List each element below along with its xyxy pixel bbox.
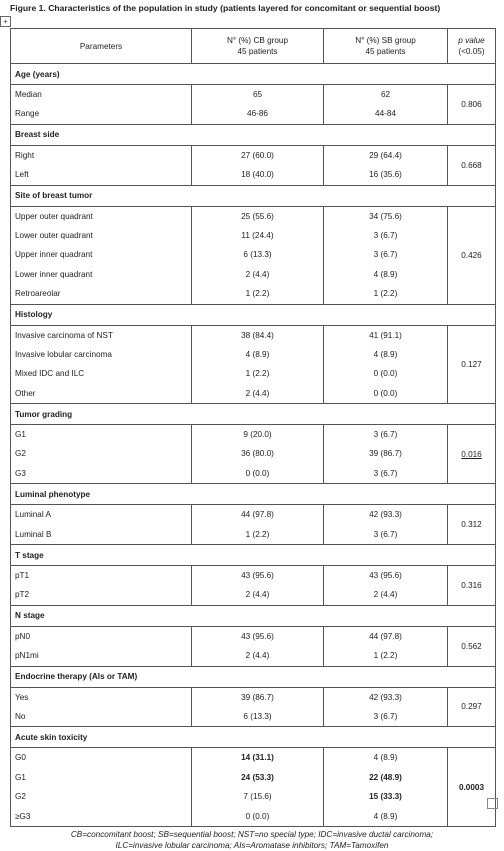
sb-value: 2 (4.4) (373, 590, 398, 600)
cb-value: 7 (15.6) (243, 792, 272, 802)
p-value: 0.127 (448, 325, 496, 404)
row-label: G3 (15, 468, 26, 478)
cb-value: 4 (8.9) (245, 349, 270, 359)
sb-value: 39 (86.7) (369, 449, 402, 459)
row-label: pT2 (15, 590, 30, 600)
row-label: pT1 (15, 571, 30, 581)
sb-value: 62 (380, 90, 391, 99)
section-header-row (11, 605, 496, 626)
cb-value-cell (192, 425, 324, 484)
cb-value: 36 (80.0) (241, 449, 274, 459)
cb-value: 6 (13.3) (243, 711, 272, 721)
section-header-row (11, 484, 496, 505)
row-label-cell (11, 748, 192, 827)
sb-value: 1 (2.2) (373, 289, 398, 299)
header-sb-group: N° (%) SB group 45 patients (324, 29, 448, 64)
row-label: Range (15, 109, 40, 119)
row-label-cell (11, 145, 192, 185)
row-label: G2 (15, 449, 26, 459)
sb-value: 4 (8.9) (373, 753, 398, 763)
p-value: 0.016 (448, 425, 496, 484)
section-title: N stage (11, 605, 496, 626)
section-title: Breast side (11, 124, 496, 145)
cb-value: 1 (2.2) (245, 369, 270, 379)
header-parameters: Parameters (11, 29, 192, 64)
row-label: pN1mi (15, 651, 39, 661)
row-label: Left (15, 170, 29, 180)
section-title: Site of breast tumor (11, 185, 496, 206)
sb-value: 42 (93.3) (369, 510, 402, 520)
row-label: Upper outer quadrant (15, 211, 93, 221)
sb-value-cell (324, 85, 448, 125)
cb-value: 1 (2.2) (245, 289, 270, 299)
section-data-row (11, 687, 496, 727)
cb-value-cell (192, 145, 324, 185)
row-label: G2 (15, 792, 26, 802)
cb-value-cell (192, 85, 324, 125)
footnote-line-1: CB=concomitant boost; SB=sequential boost; NST=no special type; IDC=invasive ductal carcinoma; (70, 830, 434, 839)
sb-value: 22 (48.9) (369, 772, 402, 782)
cb-value: 9 (20.0) (243, 430, 272, 440)
row-label: Upper inner quadrant (15, 250, 93, 260)
cb-value: 65 (252, 90, 263, 99)
cb-value: 0 (0.0) (245, 468, 270, 478)
cb-value: 44 (97.8) (241, 510, 274, 520)
section-title: Age (years) (11, 64, 496, 85)
section-title: Luminal phenotype (11, 484, 496, 505)
row-label-cell (11, 626, 192, 666)
sb-value-cell (324, 566, 448, 606)
sb-value: 42 (93.3) (369, 692, 402, 702)
row-label-cell (11, 325, 192, 404)
sb-value: 3 (6.7) (373, 468, 398, 478)
section-title: T stage (11, 545, 496, 566)
cb-value: 25 (55.6) (241, 211, 274, 221)
cb-value: 46-86 (247, 109, 268, 119)
cb-value: 2 (4.4) (245, 651, 270, 661)
sb-value-cell (324, 626, 448, 666)
cb-value: 2 (4.4) (245, 269, 270, 279)
row-label-cell (11, 687, 192, 727)
cb-value-cell (192, 748, 324, 827)
sb-value: 3 (6.7) (373, 529, 398, 539)
sb-value: 29 (64.4) (369, 150, 402, 160)
p-value: 0.426 (448, 206, 496, 304)
sb-value-cell (324, 687, 448, 727)
sb-value-cell (324, 748, 448, 827)
cb-value: 2 (4.4) (245, 590, 270, 600)
sb-value-cell (324, 425, 448, 484)
row-label: Right (15, 150, 35, 160)
row-label: ≥G3 (15, 811, 31, 821)
row-label: G1 (15, 430, 26, 440)
row-label: G0 (15, 753, 26, 763)
sb-value: 0 (0.0) (373, 369, 398, 379)
cb-value: 27 (60.0) (241, 150, 274, 160)
characteristics-table (10, 28, 496, 827)
section-header-row (11, 404, 496, 425)
row-label: Mixed IDC and ILC (15, 369, 85, 379)
cb-value: 14 (31.1) (241, 753, 274, 763)
row-label: Lower outer quadrant (15, 230, 93, 240)
cb-value-cell (192, 626, 324, 666)
row-label: Invasive lobular carcinoma (15, 349, 112, 359)
cb-value: 38 (84.4) (241, 330, 274, 340)
section-data-row (11, 145, 496, 185)
sb-value: 43 (95.6) (369, 571, 402, 581)
section-header-row (11, 545, 496, 566)
row-label: Other (15, 388, 36, 398)
cb-value: 39 (86.7) (241, 692, 274, 702)
cb-value: 11 (24.4) (241, 230, 274, 240)
section-data-row (11, 626, 496, 666)
cb-value-cell (192, 566, 324, 606)
sb-value-cell (324, 145, 448, 185)
section-header-row (11, 64, 496, 85)
sb-value-cell (324, 206, 448, 304)
cb-value: 1 (2.2) (245, 529, 270, 539)
row-label: Luminal B (15, 529, 52, 539)
section-title: Endocrine therapy (AIs or TAM) (11, 666, 496, 687)
sb-value: 0 (0.0) (373, 388, 398, 398)
p-value: 0.562 (448, 626, 496, 666)
sb-value: 4 (8.9) (373, 349, 398, 359)
header-cb-group: N° (%) CB group 45 patients (192, 29, 324, 64)
section-data-row (11, 505, 496, 545)
p-value: 0.316 (448, 566, 496, 606)
section-data-row (11, 566, 496, 606)
section-header-row (11, 185, 496, 206)
section-header-row (11, 304, 496, 325)
sb-value: 3 (6.7) (373, 250, 398, 260)
row-label: Invasive carcinoma of NST (15, 330, 113, 340)
section-data-row (11, 206, 496, 304)
sb-value: 44 (97.8) (369, 631, 402, 641)
table-footnote (0, 829, 504, 851)
figure-title: Figure 1. Characteristics of the population in study (patients layered for concomitant or sequential boost) (10, 3, 441, 13)
section-header-row (11, 666, 496, 687)
sb-value: 4 (8.9) (373, 269, 398, 279)
sb-value: 3 (6.7) (373, 230, 398, 240)
cb-value-cell (192, 206, 324, 304)
sb-value: 34 (75.6) (369, 211, 402, 221)
sb-value: 3 (6.7) (373, 711, 398, 721)
row-label-cell (11, 206, 192, 304)
header-p-value: p value (<0.05) (448, 29, 496, 64)
cb-value-cell (192, 505, 324, 545)
row-label: Median (15, 90, 42, 99)
cb-value: 24 (53.3) (241, 772, 274, 782)
row-label-cell (11, 425, 192, 484)
section-title: Acute skin toxicity (11, 727, 496, 748)
checkbox-icon[interactable] (487, 798, 498, 809)
row-label: Retroareolar (15, 289, 61, 299)
row-label: pN0 (15, 631, 31, 641)
sb-value: 44-84 (375, 109, 396, 119)
row-label: G1 (15, 772, 26, 782)
p-value: 0.297 (448, 687, 496, 727)
footnote-line-2: ILC=invasive lobular carcinoma; AIs=Aromatase inhibitors; TAM=Tamoxifen (115, 841, 389, 850)
row-label: Luminal A (15, 510, 51, 520)
cb-value: 18 (40.0) (241, 170, 274, 180)
section-title: Tumor grading (11, 404, 496, 425)
row-label: Lower inner quadrant (15, 269, 93, 279)
section-title: Histology (11, 304, 496, 325)
sb-value: 4 (8.9) (373, 811, 398, 821)
row-label: Yes (15, 692, 29, 702)
row-label-cell (11, 505, 192, 545)
section-data-row (11, 425, 496, 484)
p-value: 0.668 (448, 145, 496, 185)
section-data-row (11, 748, 496, 827)
sb-value: 1 (2.2) (373, 651, 398, 661)
sb-value: 16 (35.6) (369, 170, 402, 180)
cb-value: 43 (95.6) (241, 631, 274, 641)
section-header-row (11, 124, 496, 145)
row-label-cell (11, 85, 192, 125)
cb-value-cell (192, 325, 324, 404)
sb-value: 41 (91.1) (369, 330, 402, 340)
section-header-row (11, 727, 496, 748)
row-label-cell (11, 566, 192, 606)
sb-value-cell (324, 325, 448, 404)
row-label: No (15, 711, 26, 721)
section-data-row (11, 325, 496, 404)
cb-value: 6 (13.3) (243, 250, 272, 260)
p-value: 0.0003 (448, 748, 496, 827)
cb-value-cell (192, 687, 324, 727)
cb-value: 2 (4.4) (245, 388, 270, 398)
p-value: 0.806 (448, 85, 496, 125)
p-value: 0.312 (448, 505, 496, 545)
section-data-row (11, 85, 496, 125)
sb-value: 15 (33.3) (369, 792, 402, 802)
sb-value: 3 (6.7) (373, 430, 398, 440)
cb-value: 0 (0.0) (245, 811, 270, 821)
sb-value-cell (324, 505, 448, 545)
cb-value: 43 (95.6) (241, 571, 274, 581)
move-handle-icon[interactable]: + (0, 16, 11, 27)
